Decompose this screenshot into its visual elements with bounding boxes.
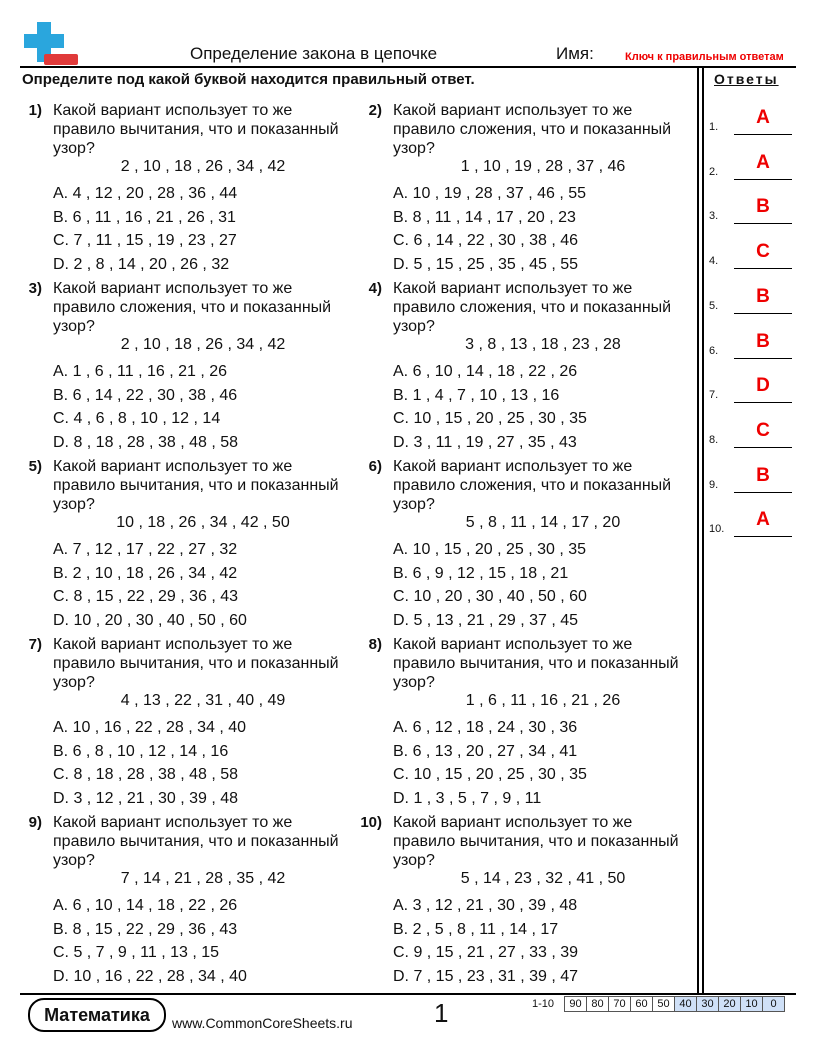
answer-option: A. 4 , 12 , 20 , 28 , 36 , 44 <box>53 185 238 202</box>
pattern-sequence: 4 , 13 , 22 , 31 , 40 , 49 <box>120 692 286 709</box>
answer-option: B. 2 , 5 , 8 , 11 , 14 , 17 <box>393 920 559 938</box>
answer-option: C. 5 , 7 , 9 , 11 , 13 , 15 <box>53 944 220 961</box>
score-table <box>564 996 785 1012</box>
answer-blank-line <box>734 223 792 224</box>
answer-option: D. 2 , 8 , 14 , 20 , 26 , 32 <box>53 255 230 273</box>
question-number: 2) <box>368 102 382 119</box>
answer-option: B. 8 , 15 , 22 , 29 , 36 , 43 <box>53 920 238 938</box>
answer-option: A. 7 , 12 , 17 , 22 , 27 , 32 <box>53 541 238 558</box>
answers-heading: Ответы <box>714 71 779 87</box>
answer-option: B. 1 , 4 , 7 , 10 , 13 , 16 <box>393 386 560 404</box>
score-cell: 30 <box>697 997 719 1012</box>
question-number: 1) <box>28 102 42 119</box>
answer-option: A. 1 , 6 , 11 , 16 , 21 , 26 <box>53 363 228 380</box>
answer-option: D. 10 , 20 , 30 , 40 , 50 , 60 <box>53 611 247 629</box>
answer-row <box>709 509 793 537</box>
pattern-sequence: 5 , 8 , 11 , 14 , 17 , 20 <box>465 514 621 531</box>
answer-option: D. 3 , 12 , 21 , 30 , 39 , 48 <box>53 789 239 807</box>
question-text: Какой вариант использует то же правило вычитания, что и показанный узор? <box>53 458 339 513</box>
pattern-sequence: 7 , 14 , 21 , 28 , 35 , 42 <box>120 870 286 887</box>
page-number: 1 <box>434 998 449 1028</box>
worksheet-title: Определение закона в цепочке <box>190 44 438 63</box>
score-cell: 0 <box>763 997 785 1012</box>
answer-blank-line <box>734 268 792 269</box>
score-cell: 90 <box>565 997 587 1012</box>
answer-blank-line <box>734 313 792 314</box>
pattern-sequence: 5 , 14 , 23 , 32 , 41 , 50 <box>460 870 626 887</box>
answer-number: 3. <box>709 210 719 223</box>
answer-option: A. 3 , 12 , 21 , 30 , 39 , 48 <box>393 897 578 914</box>
answer-row <box>709 285 793 314</box>
pattern-sequence: 2 , 10 , 18 , 26 , 34 , 42 <box>120 336 286 353</box>
answer-number: 9. <box>709 478 719 491</box>
answer-blank-line <box>734 536 792 537</box>
answer-row <box>709 419 793 448</box>
question-text: Какой вариант использует то же правило сложения, что и показанный узор? <box>393 458 672 513</box>
question-number: 9) <box>28 814 42 831</box>
question-text: Какой вариант использует то же правило сложения, что и показанный узор? <box>53 280 332 335</box>
question-number: 5) <box>28 458 42 475</box>
answer-column-divider-left <box>697 66 699 995</box>
answer-option: B. 2 , 10 , 18 , 26 , 34 , 42 <box>53 564 238 582</box>
answer-option: B. 6 , 14 , 22 , 30 , 38 , 46 <box>53 386 238 404</box>
answer-option: A. 6 , 10 , 14 , 18 , 22 , 26 <box>393 363 578 380</box>
score-cell: 70 <box>609 997 631 1012</box>
answer-option: D. 8 , 18 , 28 , 38 , 48 , 58 <box>53 433 239 451</box>
answer-letter: B <box>756 196 770 218</box>
score-cell: 10 <box>741 997 763 1012</box>
answer-option: C. 10 , 20 , 30 , 40 , 50 , 60 <box>393 588 587 605</box>
score-cell: 20 <box>719 997 741 1012</box>
score-cell: 50 <box>653 997 675 1012</box>
answer-letter: A <box>756 151 770 173</box>
answer-option: D. 1 , 3 , 5 , 7 , 9 , 11 <box>393 789 542 807</box>
question-text: Какой вариант использует то же правило вычитания, что и показанный узор? <box>393 636 679 691</box>
answer-option: A. 6 , 12 , 18 , 24 , 30 , 36 <box>393 719 578 736</box>
header-divider <box>20 66 796 68</box>
answer-blank-line <box>734 447 792 448</box>
answer-letter: C <box>756 419 770 441</box>
answer-option: B. 6 , 11 , 16 , 21 , 26 , 31 <box>53 208 236 226</box>
question-number: 3) <box>28 280 42 297</box>
score-range-label: 1-10 <box>532 998 555 1010</box>
answer-number: 7. <box>709 389 719 402</box>
answer-option: D. 7 , 15 , 23 , 31 , 39 , 47 <box>393 967 579 985</box>
answer-option: C. 10 , 15 , 20 , 25 , 30 , 35 <box>393 766 587 783</box>
answer-blank-line <box>734 492 792 493</box>
answer-option: C. 6 , 14 , 22 , 30 , 38 , 46 <box>393 232 579 249</box>
pattern-sequence: 2 , 10 , 18 , 26 , 34 , 42 <box>120 158 286 175</box>
question-number: 10) <box>360 814 382 831</box>
footer-divider <box>20 993 796 995</box>
answer-letter: D <box>756 375 770 397</box>
question-number: 8) <box>368 636 382 653</box>
question-number: 6) <box>368 458 382 475</box>
answer-option: D. 3 , 11 , 19 , 27 , 35 , 43 <box>393 433 577 451</box>
answer-letter: B <box>756 464 770 486</box>
answer-option: B. 6 , 8 , 10 , 12 , 14 , 16 <box>53 742 229 760</box>
question-text: Какой вариант использует то же правило вычитания, что и показанный узор? <box>53 102 339 157</box>
answer-row <box>709 375 793 403</box>
answer-option: B. 6 , 9 , 12 , 15 , 18 , 21 <box>393 564 569 582</box>
answer-row <box>709 151 793 180</box>
answer-number: 4. <box>709 255 719 268</box>
score-cell: 80 <box>587 997 609 1012</box>
answer-number: 5. <box>709 299 719 312</box>
answer-option: A. 6 , 10 , 14 , 18 , 22 , 26 <box>53 897 238 914</box>
answer-row <box>709 196 793 224</box>
answer-row <box>709 107 793 135</box>
answer-row <box>709 330 793 359</box>
name-label: Имя: <box>556 44 594 63</box>
answer-row <box>709 464 793 493</box>
question-number: 4) <box>368 280 382 297</box>
answer-option: A. 10 , 16 , 22 , 28 , 34 , 40 <box>53 719 247 736</box>
answer-blank-line <box>734 358 792 359</box>
answer-letter: A <box>756 107 770 128</box>
answer-option: C. 7 , 11 , 15 , 19 , 23 , 27 <box>53 232 237 249</box>
answer-option: C. 9 , 15 , 21 , 27 , 33 , 39 <box>393 944 579 961</box>
answer-option: B. 8 , 11 , 14 , 17 , 20 , 23 <box>393 208 576 226</box>
answer-option: A. 10 , 15 , 20 , 25 , 30 , 35 <box>393 541 587 558</box>
instruction-text: Определите под какой буквой находится правильный ответ. <box>22 71 475 88</box>
score-cell: 60 <box>631 997 653 1012</box>
answer-option: D. 5 , 15 , 25 , 35 , 45 , 55 <box>393 255 579 273</box>
answer-letter: A <box>756 509 770 531</box>
answer-letter: B <box>756 330 770 352</box>
answer-letter: B <box>756 285 770 307</box>
pattern-sequence: 1 , 10 , 19 , 28 , 37 , 46 <box>460 158 626 175</box>
answer-number: 2. <box>709 165 719 178</box>
score-cell: 40 <box>675 997 697 1012</box>
answer-column-divider-right <box>702 66 704 995</box>
answer-blank-line <box>734 179 792 180</box>
answer-option: D. 10 , 16 , 22 , 28 , 34 , 40 <box>53 967 247 985</box>
answer-option: D. 5 , 13 , 21 , 29 , 37 , 45 <box>393 611 579 629</box>
plus-minus-logo-icon <box>22 22 78 68</box>
pattern-sequence: 10 , 18 , 26 , 34 , 42 , 50 <box>116 514 290 531</box>
pattern-sequence: 1 , 6 , 11 , 16 , 21 , 26 <box>465 692 621 709</box>
question-text: Какой вариант использует то же правило сложения, что и показанный узор? <box>393 280 672 335</box>
answer-option: C. 10 , 15 , 20 , 25 , 30 , 35 <box>393 410 587 427</box>
question-text: Какой вариант использует то же правило вычитания, что и показанный узор? <box>53 636 339 691</box>
question-number: 7) <box>28 636 42 653</box>
answer-key-label: Ключ к правильным ответам <box>625 51 784 63</box>
answer-option: A. 10 , 19 , 28 , 37 , 46 , 55 <box>393 185 587 202</box>
site-url: www.CommonCoreSheets.ru <box>172 1015 353 1031</box>
answer-option: C. 8 , 18 , 28 , 38 , 48 , 58 <box>53 766 239 783</box>
answer-number: 1. <box>709 121 719 133</box>
answer-option: B. 6 , 13 , 20 , 27 , 34 , 41 <box>393 742 578 760</box>
question-text: Какой вариант использует то же правило сложения, что и показанный узор? <box>393 102 672 157</box>
answer-blank-line <box>734 402 792 403</box>
brand-badge: Математика <box>28 998 166 1032</box>
answer-number: 10. <box>709 523 725 536</box>
answer-blank-line <box>734 134 792 135</box>
answer-row <box>709 241 793 269</box>
answer-number: 6. <box>709 344 719 357</box>
question-text: Какой вариант использует то же правило вычитания, что и показанный узор? <box>53 814 339 869</box>
answer-number: 8. <box>709 433 719 446</box>
answer-option: C. 8 , 15 , 22 , 29 , 36 , 43 <box>53 588 239 605</box>
pattern-sequence: 3 , 8 , 13 , 18 , 23 , 28 <box>465 336 621 353</box>
answer-letter: C <box>756 241 770 263</box>
answer-option: C. 4 , 6 , 8 , 10 , 12 , 14 <box>53 410 221 427</box>
question-text: Какой вариант использует то же правило вычитания, что и показанный узор? <box>393 814 679 869</box>
